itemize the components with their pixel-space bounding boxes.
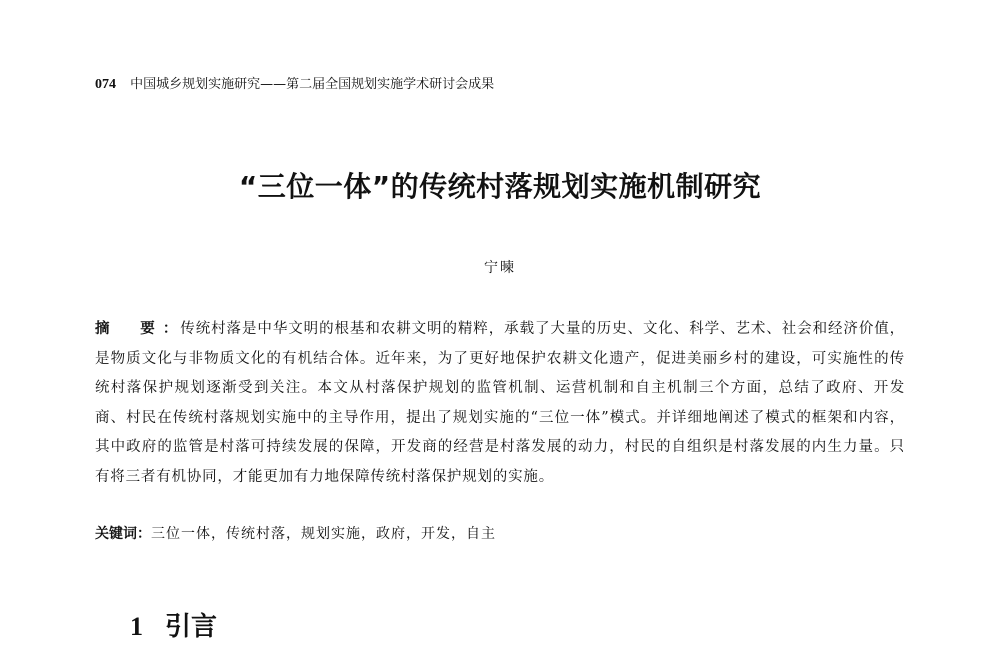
keywords [95, 523, 496, 543]
section-heading [130, 606, 217, 643]
abstract-label: 摘 要 [95, 321, 163, 337]
abstract-colon: ： [162, 321, 179, 337]
abstract-text: 传统村落是中华文明的根基和农耕文明的精粹，承载了大量的历史、文化、科学、艺术、社会和经济价值，是物质文化与非物质文化的有机结合体。近年来，为了更好地保护农耕文化遗产，促进美丽乡村的建设，可实施性的传统村落保护规划逐渐受到关注。本文从村落保护规划的监管机制、运营机制和自主机制三个方面，总结了政府、开发商、村民在传统村落规划实施中的主导作用，提出了规划实施的“三位一体”模式。并详细地阐述了模式的框架和内容，其中政府的监管是村落可持续发展的保障，开发商的经营是村落发展的动力，村民的自组织是村落发展的内生力量。只有将三者有机协同，才能更加有力地保障传统村落保护规划的实施。 [95, 321, 905, 485]
running-header [95, 73, 494, 93]
keywords-text: 三位一体，传统村落，规划实施，政府，开发，自主 [151, 526, 496, 542]
abstract [95, 315, 905, 492]
running-header-text: 中国城乡规划实施研究——第二届全国规划实施学术研讨会成果 [130, 77, 495, 92]
section-title: 引言 [165, 612, 218, 641]
keywords-label: 关键词 [95, 526, 137, 542]
page-number: 074 [95, 77, 116, 92]
paper-title: “三位一体”的传统村落规划实施机制研究 [238, 170, 762, 203]
section-number: 1 [130, 612, 143, 641]
keywords-colon: ： [137, 526, 151, 542]
paper-author: 宁暕 [484, 260, 516, 276]
